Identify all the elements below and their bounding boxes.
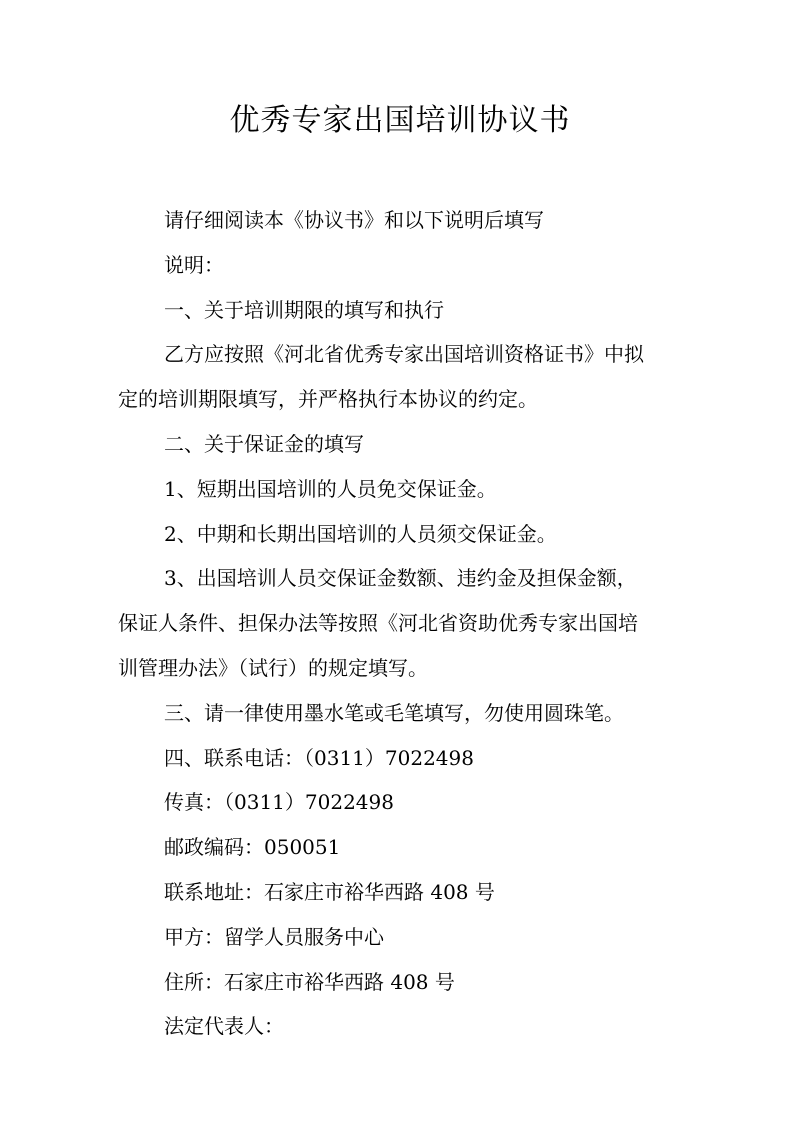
paragraph-line: 训管理办法》（试行）的规定填写。 bbox=[118, 655, 428, 680]
paragraph-line: 1、短期出国培训的人员免交保证金。 bbox=[164, 476, 497, 501]
paragraph-line: 二、关于保证金的填写 bbox=[164, 431, 364, 456]
paragraph-line: 一、关于培训期限的填写和执行 bbox=[164, 297, 444, 322]
paragraph-line: 请仔细阅读本《协议书》和以下说明后填写 bbox=[164, 208, 544, 232]
paragraph-line: 邮政编码：050051 bbox=[164, 835, 341, 860]
paragraph-line: 甲方：留学人员服务中心 bbox=[164, 924, 384, 949]
document-body bbox=[118, 198, 678, 1049]
paragraph-line: 乙方应按照《河北省优秀专家出国培训资格证书》中拟 bbox=[164, 342, 644, 367]
paragraph-line: 传真：（0311）7022498 bbox=[164, 790, 394, 815]
paragraph-line: 住所：石家庄市裕华西路 408 号 bbox=[164, 969, 455, 994]
paragraph-line: 3、出国培训人员交保证金数额、违约金及担保金额， bbox=[164, 566, 637, 591]
paragraph-line: 2、中期和长期出国培训的人员须交保证金。 bbox=[164, 521, 557, 546]
paragraph-line: 联系地址：石家庄市裕华西路 408 号 bbox=[164, 879, 495, 904]
paragraph-line: 法定代表人： bbox=[164, 1014, 284, 1039]
paragraph-line: 四、联系电话：（0311）7022498 bbox=[164, 745, 474, 770]
paragraph-line: 定的培训期限填写，并严格执行本协议的约定。 bbox=[118, 387, 538, 412]
paragraph-line: 三、请一律使用墨水笔或毛笔填写，勿使用圆珠笔。 bbox=[164, 700, 624, 725]
paragraph-line: 保证人条件、担保办法等按照《河北省资助优秀专家出国培 bbox=[118, 611, 638, 636]
paragraph-line: 说明： bbox=[164, 252, 224, 277]
document-title: 优秀专家出国培训协议书 bbox=[229, 103, 571, 138]
